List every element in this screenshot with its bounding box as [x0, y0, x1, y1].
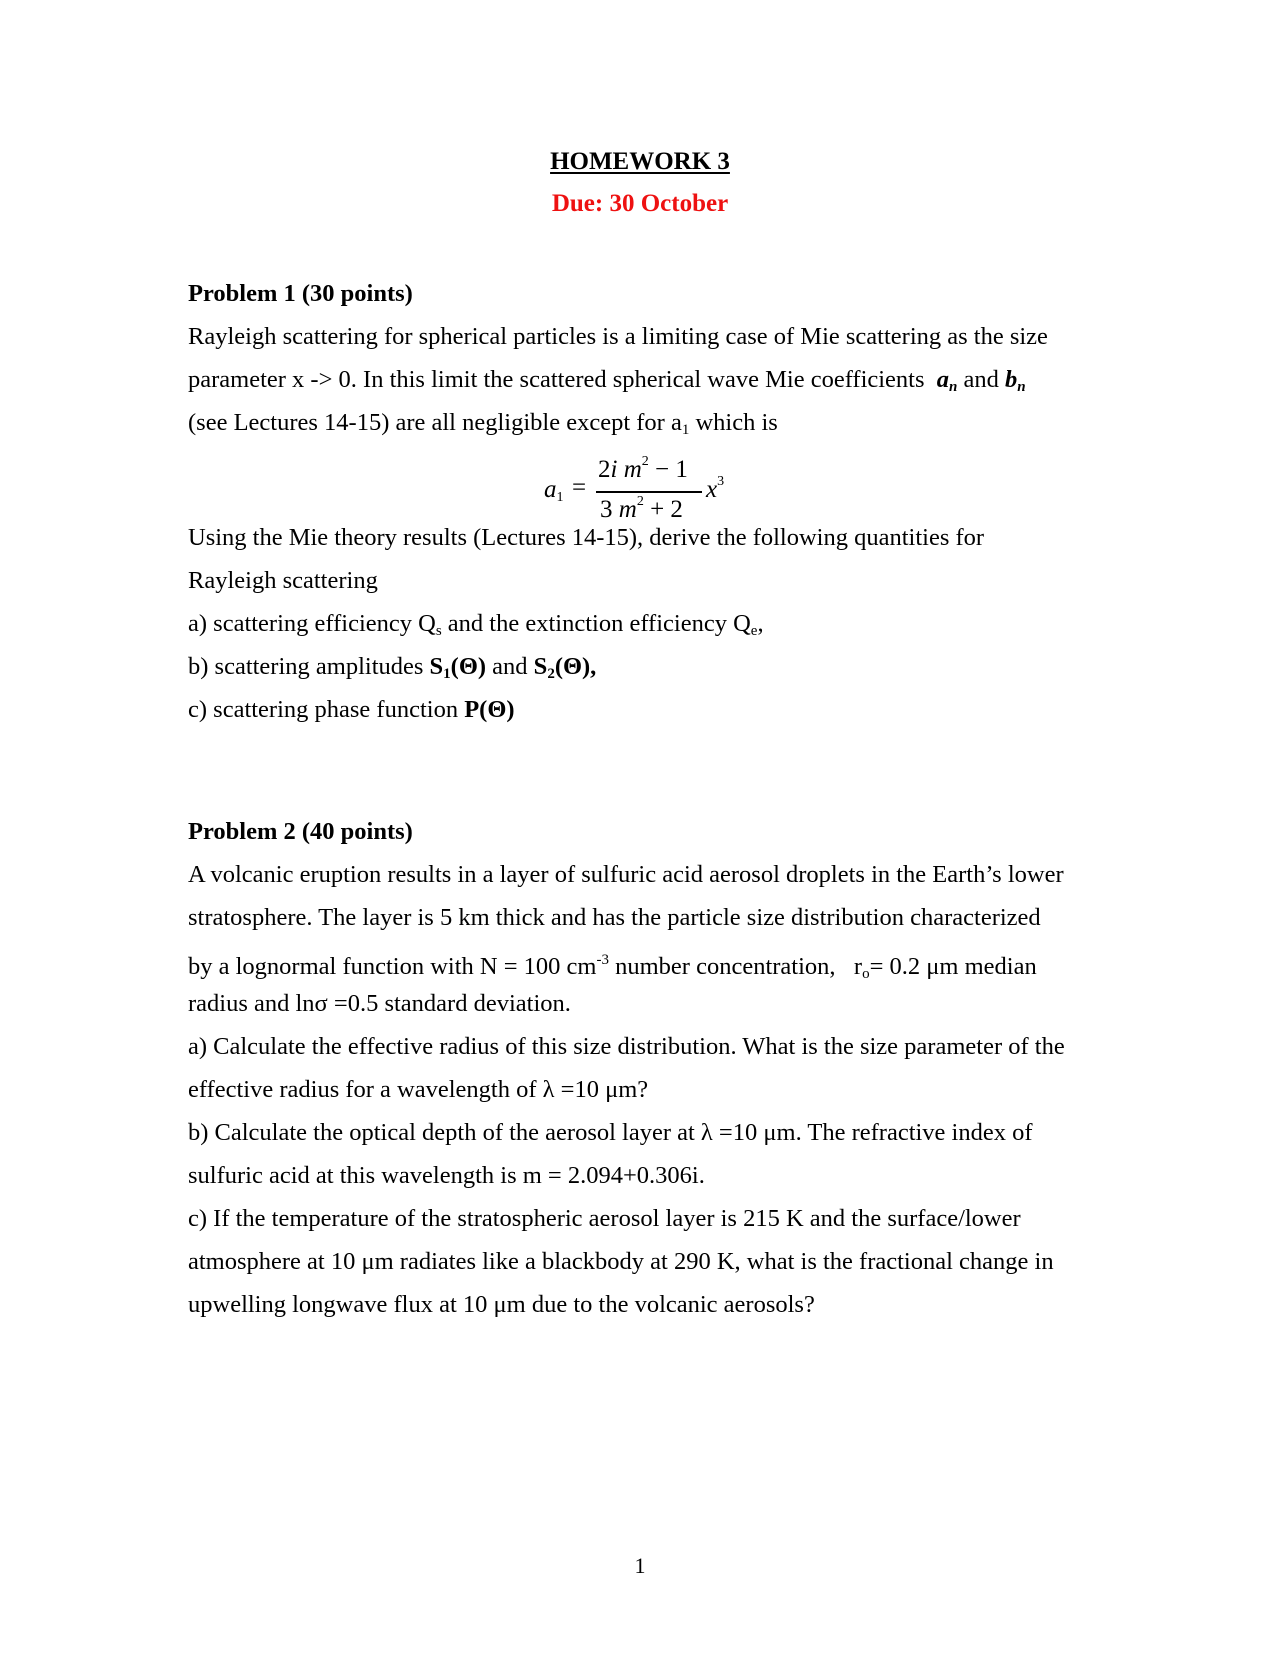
- problem-1-line-2: [188, 358, 1198, 401]
- problem-1-line-5: Rayleigh scattering: [188, 567, 378, 594]
- problem-2-line-9: c) If the temperature of the stratospheric aerosol layer is 215 K and the surface/lower: [188, 1205, 1021, 1232]
- problem-2-line-2: stratosphere. The layer is 5 km thick and has the particle size distribution characterized: [188, 904, 1041, 931]
- page-number: 1: [634, 1553, 646, 1578]
- problem-1-line-1: Rayleigh scattering for spherical particles is a limiting case of Mie scattering as the size: [188, 323, 1048, 350]
- formula-x-cubed: $x^3$: [706, 474, 725, 503]
- problem-1-line-2-text: parameter x -> 0. In this limit the scattered spherical wave Mie coefficients: [188, 366, 925, 393]
- problem-1-heading: Problem 1 (30 points): [188, 280, 413, 307]
- fraction-bar: [596, 491, 702, 493]
- a1-formula: [0, 454, 1280, 524]
- formula-numerator: 2i $m^2 - 1$: [598, 454, 688, 483]
- problem-1-item-b: b) scattering amplitudes $S_1(\Theta)$ and $S_2(\Theta)$,: [188, 653, 597, 682]
- and-word: and: [963, 366, 999, 393]
- problem-1-tasks: [188, 516, 1198, 731]
- problem-2-line-10: atmosphere at 10 μm radiates like a blackbody at 290 K, what is the fractional change in: [188, 1248, 1054, 1275]
- problem-1-item-c: c) scattering phase function P(Θ): [188, 696, 515, 723]
- problem-2-line-3: by a lognormal function with N = 100 $cm^{-3}$ number concentration, $r_o= 0.2$ μm median: [188, 952, 1037, 982]
- problem-2-line-6: effective radius for a wavelength of λ =10 μm?: [188, 1076, 649, 1103]
- formula-lhs: $a_1$: [544, 476, 564, 505]
- problem-2-line-7: b) Calculate the optical depth of the aerosol layer at λ =10 μm. The refractive index of: [188, 1119, 1033, 1146]
- problem-2-heading: Problem 2 (40 points): [188, 818, 413, 845]
- homework-title: HOMEWORK 3: [550, 148, 730, 175]
- problem-2-line-4: radius and lnσ =0.5 standard deviation.: [188, 990, 571, 1017]
- problem-2-line-5: a) Calculate the effective radius of this size distribution. What is the size parameter of the: [188, 1033, 1065, 1060]
- problem-1-item-a: a) scattering efficiency $Q_s$ and the extinction efficiency $Q_e$,: [188, 610, 764, 639]
- problem-2-line-1: A volcanic eruption results in a layer of sulfuric acid aerosol droplets in the Earth’s lower: [188, 861, 1064, 888]
- problem-1-section: [188, 272, 1198, 444]
- problem-2-line-11: upwelling longwave flux at 10 μm due to the volcanic aerosols?: [188, 1291, 815, 1318]
- formula-equals: =: [572, 474, 587, 501]
- coef-b: $b_n$: [1005, 366, 1026, 395]
- problem-2-section: [188, 810, 1198, 1326]
- due-date: Due: 30 October: [551, 190, 729, 217]
- formula-denominator: 3 $m^2 + 2$: [600, 494, 683, 523]
- coef-a: $a_n$: [936, 366, 958, 395]
- problem-1-line-3: (see Lectures 14-15) are all negligible except for $a_1$ which is: [188, 409, 778, 438]
- problem-2-line-8: sulfuric acid at this wavelength is m = 2.094+0.306i.: [188, 1162, 705, 1189]
- problem-1-line-4: Using the Mie theory results (Lectures 14-15), derive the following quantities for: [188, 524, 985, 551]
